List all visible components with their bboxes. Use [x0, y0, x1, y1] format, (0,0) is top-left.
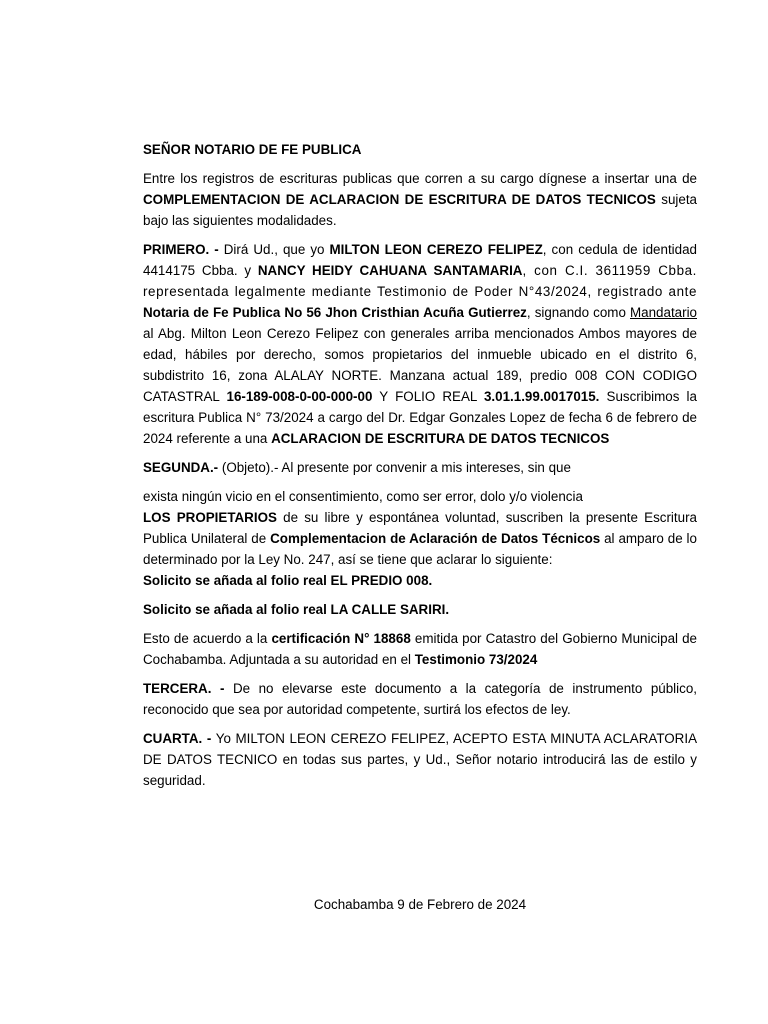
clause-tercera: [143, 678, 697, 720]
cuarta-text: Yo MILTON LEON CEREZO FELIPEZ, ACEPTO ESTA MINUTA ACLARATORIA DE DATOS TECNICO en todas sus partes, y Ud., Señor notario introducirá las de estilo y seguridad.: [143, 731, 698, 788]
document-date: Cochabamba 9 de Febrero de 2024: [313, 897, 527, 912]
intro-bold: COMPLEMENTACION DE ACLARACION DE ESCRITURA DE DATOS TECNICOS: [143, 192, 656, 207]
cuarta-label: CUARTA. -: [143, 731, 212, 746]
cert-number: certificación N° 18868: [271, 631, 411, 646]
clause-primero: [143, 239, 697, 449]
primero-text-7: Suscribimos la escritura Publica N° 73/2024 a cargo del Dr. Edgar Gonzales Lopez de fecha 6 de febrero de 2024 referente a una: [143, 389, 697, 446]
segunda-line-2: exista ningún vicio en el consentimiento, como ser error, dolo y/o violencia: [143, 489, 583, 504]
clause-segunda-heading: [143, 457, 697, 478]
certificacion-paragraph: [143, 628, 697, 670]
segunda-propietarios: LOS PROPIETARIOS: [143, 510, 277, 525]
primero-name-1: MILTON LEON CEREZO FELIPEZ: [329, 242, 543, 257]
clause-cuarta: [143, 728, 697, 791]
tercera-text: De no elevarse este documento a la categoría de instrumento público, reconocido que sea por autoridad competente, surtirá los efectos de ley.: [143, 681, 697, 717]
primero-text-6: Y FOLIO REAL: [372, 389, 484, 404]
tercera-label: TERCERA. -: [143, 681, 225, 696]
primero-codigo: 16-189-008-0-00-000-00: [226, 389, 373, 404]
segunda-text-1: (Objeto).- Al presente por convenir a mis intereses, sin que: [218, 460, 571, 475]
solicito-calle: Solicito se añada al folio real LA CALLE SARIRI.: [143, 602, 450, 617]
segunda-label: SEGUNDA.-: [143, 460, 219, 475]
intro-paragraph: [143, 168, 697, 231]
cert-testimonio: Testimonio 73/2024: [414, 652, 538, 667]
primero-name-2: NANCY HEIDY CAHUANA SANTAMARIA: [257, 263, 523, 278]
document-title: SEÑOR NOTARIO DE FE PUBLICA: [143, 142, 362, 157]
cert-text-1: Esto de acuerdo a la: [143, 631, 272, 646]
intro-text-1: Entre los registros de escrituras publicas que corren a su cargo dígnese a insertar una de: [143, 171, 697, 186]
document-body: [143, 139, 697, 799]
primero-text-2: , con cedula de identidad 4414175 Cbba. y: [143, 242, 697, 278]
primero-label: PRIMERO. -: [143, 242, 219, 257]
primero-text-3: , con C.I. 3611959 Cbba. representada legalmente mediante Testimonio de Poder N°43/2024, registrado ante: [143, 263, 697, 299]
segunda-text-3: de su libre y espontánea voluntad, suscriben la presente Escritura Publica Unilateral de: [143, 510, 697, 546]
segunda-complementacion: Complementacion de Aclaración de Datos Técnicos: [270, 531, 601, 546]
primero-aclaracion: ACLARACION DE ESCRITURA DE DATOS TECNICOS: [271, 431, 610, 446]
cert-text-2: emitida por Catastro del Gobierno Municipal de Cochabamba. Adjuntada a su autoridad en el: [143, 631, 697, 667]
segunda-body: [143, 507, 697, 570]
primero-text-1: Dirá Ud., que yo: [218, 242, 330, 257]
intro-text-2: sujeta bajo las siguientes modalidades.: [143, 192, 697, 228]
primero-text-5: al Abg. Milton Leon Cerezo Felipez con generales arriba mencionados Ambos mayores de edad, hábiles por derecho, somos propietarios del inmueble ubicado en el distrito 6, subdistrito 16, zona ALALAY NORTE. Manzana actual 189, predio 008 CON CODIGO CATASTRAL: [143, 326, 697, 404]
solicito-predio: Solicito se añada al folio real EL PREDIO 008.: [143, 573, 433, 588]
primero-notaria: Notaria de Fe Publica No 56 Jhon Cristhian Acuña Gutierrez: [143, 305, 527, 320]
primero-mandatario: Mandatario: [630, 305, 697, 320]
primero-folio: 3.01.1.99.0017015.: [483, 389, 600, 404]
primero-text-4: , signando como: [526, 305, 630, 320]
segunda-text-4: al amparo de lo determinado por la Ley No. 247, así se tiene que aclarar lo siguiente:: [143, 531, 697, 567]
